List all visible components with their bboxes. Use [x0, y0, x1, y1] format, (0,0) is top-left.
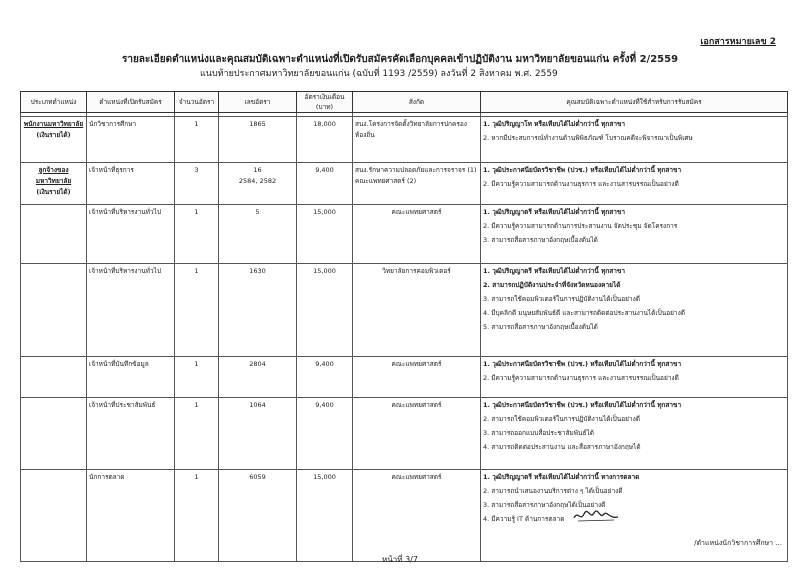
table-row — [21, 264, 788, 357]
position-cell: เจ้าหน้าที่ประชาสัมพันธ์ — [87, 398, 175, 470]
unit-cell — [353, 357, 481, 398]
requirement-item: 2. สามารถนำเสนองานบริการต่าง ๆ ได้เป็นอย่างดี — [483, 487, 623, 495]
requirements-cell — [481, 205, 788, 264]
code-cell — [219, 117, 297, 163]
code-value: 2584, 2582 — [238, 177, 277, 185]
salary-cell: 9,400 — [297, 357, 353, 398]
positions-table — [20, 91, 788, 562]
code-cell — [219, 357, 297, 398]
code-value: 1064 — [249, 401, 266, 409]
table-row — [21, 357, 788, 398]
position-cell: เจ้าหน้าที่บริหารงานทั่วไป — [87, 205, 175, 264]
document-title: รายละเอียดตำแหน่งและคุณสมบัติเฉพาะตำแหน่งที่เปิดรับสมัครคัดเลือกบุคคลเข้าปฏิบัติงาน มหาวิทยาลัยขอนแก่น ครั้งที่ 2/2559 — [121, 54, 679, 65]
header-cell: เลขอัตรา — [219, 92, 297, 113]
requirement-item: 1. วุฒิปริญญาตรี หรือเทียบได้ไม่ต่ำกว่านี้ ทางการตลาด — [483, 473, 640, 481]
header-cell: อัตราเงินเดือน (บาท) — [297, 92, 353, 113]
unit-cell — [353, 205, 481, 264]
requirement-item: 2. สามารถปฏิบัติงานประจำที่จังหวัดหนองคายได้ — [483, 281, 621, 289]
requirement-item: 3. สามารถสื่อสารภาษาอังกฤษเบื้องต้นได้ — [483, 236, 598, 244]
position-cell: นักการตลาด — [87, 470, 175, 562]
code-value: 6059 — [249, 473, 266, 481]
unit-cell — [353, 470, 481, 562]
position-type-cell — [21, 117, 87, 163]
requirement-item: 2. มีความรู้ความสามารถด้านงานธุรการ และงานสารบรรณเป็นอย่างดี — [483, 374, 679, 382]
requirement-item: 2. หากมีประสบการณ์ทำงานด้านพิพิธภัณฑ์ โบราณคดีจะพิจารณาเป็นพิเศษ — [483, 134, 693, 142]
requirement-item: 4. สามารถติดต่อประสานงาน และสื่อสารภาษาอังกฤษได้ — [483, 443, 641, 451]
position-type-cell — [21, 398, 87, 470]
requirements-cell — [481, 264, 788, 357]
code-value: 1630 — [249, 267, 266, 275]
unit-value: สนง.รักษาความปลอดภัยและการจราจร (1) — [355, 166, 477, 174]
code-cell — [219, 470, 297, 562]
salary-cell: 18,000 — [297, 117, 353, 163]
position-cell: เจ้าหน้าที่บันทึกข้อมูล — [87, 357, 175, 398]
header-cell: คุณสมบัติเฉพาะตำแหน่งที่ใช้สำหรับการรับสมัคร — [481, 92, 788, 113]
salary-cell: 15,000 — [297, 205, 353, 264]
requirements-cell — [481, 117, 788, 163]
requirements-cell — [481, 398, 788, 470]
requirements-cell — [481, 357, 788, 398]
page-number: หน้าที่ 3/7 — [382, 555, 418, 564]
table-row — [21, 163, 788, 205]
requirement-item: 3. สามารถใช้คอมพิวเตอร์ในการปฏิบัติงานได้เป็นอย่างดี — [483, 295, 640, 303]
code-cell — [219, 264, 297, 357]
requirement-item: 1. วุฒิปริญญาโท หรือเทียบได้ไม่ต่ำกว่านี้ ทุกสาขา — [483, 120, 626, 128]
unit-cell — [353, 398, 481, 470]
header-cell: ตำแหน่งที่เปิดรับสมัคร — [87, 92, 175, 113]
funding-source: (เงินรายได้) — [36, 131, 71, 139]
code-value: 1865 — [249, 120, 266, 128]
unit-value: คณะแพทยศาสตร์ — [391, 360, 442, 368]
count-cell: 1 — [175, 205, 219, 264]
header-cell: จำนวนอัตรา — [175, 92, 219, 113]
table-row — [21, 117, 788, 163]
unit-cell — [353, 264, 481, 357]
position-cell: นักวิชาการศึกษา — [87, 117, 175, 163]
salary-cell: 15,000 — [297, 264, 353, 357]
requirement-item: 2. มีความรู้ความสามารถด้านการประสานงาน จัดประชุม จัดโครงการ — [483, 222, 678, 230]
requirement-item: 1. วุฒิประกาศนียบัตรวิชาชีพ (ปวช.) หรือเทียบได้ไม่ต่ำกว่านี้ ทุกสาขา — [483, 360, 682, 368]
requirement-item: 1. วุฒิปริญญาตรี หรือเทียบได้ไม่ต่ำกว่านี้ ทุกสาขา — [483, 208, 626, 216]
unit-value: คณะแพทยศาสตร์ — [391, 208, 442, 216]
code-cell — [219, 163, 297, 205]
requirement-item: 2. สามารถใช้คอมพิวเตอร์ในการปฏิบัติงานได้เป็นอย่างดี — [483, 415, 640, 423]
unit-value: คณะแพทยศาสตร์ (2) — [355, 177, 417, 185]
salary-cell: 15,000 — [297, 470, 353, 562]
code-value: 16 — [253, 166, 262, 174]
requirement-item: 4. มีความรู้ IT ด้านการตลาด — [483, 515, 565, 523]
requirement-item: 1. วุฒิปริญญาตรี หรือเทียบได้ไม่ต่ำกว่านี้ ทุกสาขา — [483, 267, 626, 275]
count-cell: 1 — [175, 117, 219, 163]
unit-cell — [353, 117, 481, 163]
attachment-label: เอกสารหมายเลข 2 — [700, 37, 776, 47]
requirement-item: 5. สามารถสื่อสารภาษาอังกฤษเบื้องต้นได้ — [483, 323, 598, 331]
code-value: 2804 — [249, 360, 266, 368]
header-cell: สังกัด — [353, 92, 481, 113]
code-cell — [219, 205, 297, 264]
position-type-cell — [21, 357, 87, 398]
requirement-item: 4. มีบุคลิกดี มนุษยสัมพันธ์ดี และสามารถติดต่อประสานงานได้เป็นอย่างดี — [483, 309, 685, 317]
requirements-cell — [481, 163, 788, 205]
count-cell: 1 — [175, 264, 219, 357]
requirement-item: 3. สามารถออกแบบสื่อประชาสัมพันธ์ได้ — [483, 429, 594, 437]
unit-value: คณะแพทยศาสตร์ — [391, 401, 442, 409]
requirement-item: 3. สามารถสื่อสารภาษาอังกฤษได้เป็นอย่างดี — [483, 501, 606, 509]
position-type-cell — [21, 470, 87, 562]
count-cell: 3 — [175, 163, 219, 205]
table-row — [21, 205, 788, 264]
position-type: พนักงานมหาวิทยาลัย — [23, 120, 84, 128]
code-cell — [219, 398, 297, 470]
position-cell: เจ้าหน้าที่บริหารงานทั่วไป — [87, 264, 175, 357]
unit-cell — [353, 163, 481, 205]
table-header-row — [21, 92, 788, 113]
code-value: 5 — [255, 208, 260, 216]
requirement-item: 1. วุฒิประกาศนียบัตรวิชาชีพ (ปวช.) หรือเทียบได้ไม่ต่ำกว่านี้ ทุกสาขา — [483, 401, 682, 409]
unit-value: วิทยาลัยการคอมพิวเตอร์ — [382, 267, 451, 275]
salary-cell: 9,400 — [297, 163, 353, 205]
salary-cell: 9,400 — [297, 398, 353, 470]
unit-value: สนง.โครงการจัดตั้งวิทยาลัยการปกครองท้องถิ่น — [355, 120, 467, 139]
signature-mark — [572, 508, 620, 524]
count-cell: 1 — [175, 398, 219, 470]
count-cell: 1 — [175, 357, 219, 398]
header-cell: ประเภทตำแหน่ง — [21, 92, 87, 113]
table-row — [21, 398, 788, 470]
table-row — [21, 470, 788, 562]
position-type-cell — [21, 205, 87, 264]
unit-value: คณะแพทยศาสตร์ — [391, 473, 442, 481]
position-type: ลูกจ้างของมหาวิทยาลัย — [35, 166, 72, 185]
continuation-note: /ตำแหน่งนักวิชาการศึกษา ... — [694, 539, 782, 547]
position-type-cell — [21, 163, 87, 205]
funding-source: (เงินรายได้) — [36, 188, 71, 196]
position-type-cell — [21, 264, 87, 357]
document-subtitle: แนบท้ายประกาศมหาวิทยาลัยขอนแก่น (ฉบับที่ 1193 /2559) ลงวันที่ 2 สิงหาคม พ.ศ. 2559 — [200, 69, 558, 79]
position-cell: เจ้าหน้าที่ธุรการ — [87, 163, 175, 205]
count-cell: 1 — [175, 470, 219, 562]
requirement-item: 2. มีความรู้ความสามารถด้านงานธุรการ และงานสารบรรณเป็นอย่างดี — [483, 180, 679, 188]
requirement-item: 1. วุฒิประกาศนียบัตรวิชาชีพ (ปวช.) หรือเทียบได้ไม่ต่ำกว่านี้ ทุกสาขา — [483, 166, 682, 174]
